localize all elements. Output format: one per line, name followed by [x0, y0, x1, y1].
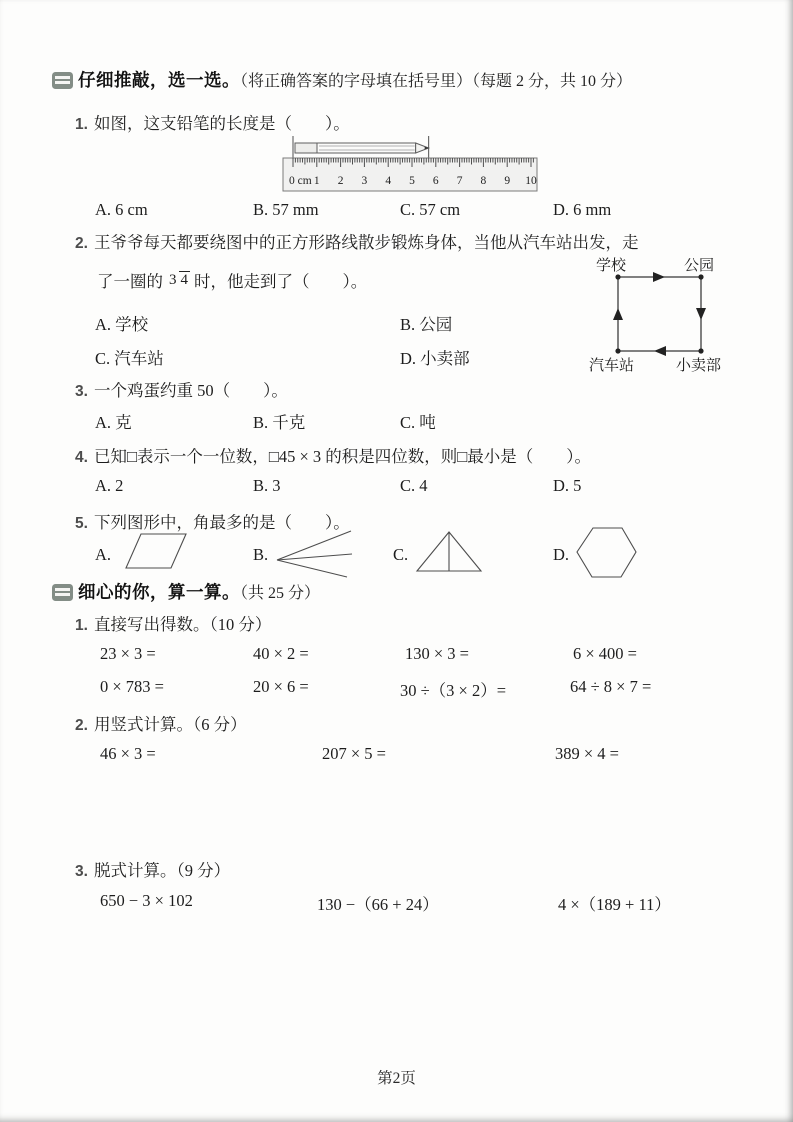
calc-item: 650 − 3 × 102	[100, 891, 193, 910]
question-2-text-pre: 了一圈的	[97, 272, 163, 291]
q5-label-d: D.	[553, 545, 570, 564]
svg-text:0 cm: 0 cm	[289, 175, 312, 187]
angle-rays-shape	[274, 527, 354, 579]
diagram-label-park: 公园	[684, 258, 715, 274]
svg-text:10: 10	[525, 175, 537, 187]
question-2-line1	[75, 229, 638, 253]
q3-option-a: A. 克	[95, 413, 132, 432]
q5-label-c: C.	[393, 545, 409, 564]
calc-1-text: 直接写出得数。（10 分）	[93, 615, 272, 634]
calc-item: 130 −（66 + 24）	[317, 895, 439, 914]
q5-label-b: B.	[253, 545, 269, 564]
q5-label-a: A.	[95, 545, 112, 564]
hexagon-shape	[576, 526, 638, 580]
q1-option-b: B. 57 mm	[253, 200, 319, 219]
calc-item: 46 × 3 =	[100, 744, 156, 763]
diagram-label-school: 学校	[596, 258, 627, 274]
calc-2-number: 2.	[75, 717, 88, 734]
question-2-number: 2.	[75, 235, 88, 252]
fraction-denominator: 4	[180, 271, 188, 288]
q4-option-c: C. 4	[400, 476, 428, 495]
calc-3-text: 脱式计算。（9 分）	[93, 861, 231, 880]
question-1	[75, 110, 350, 134]
svg-text:5: 5	[409, 175, 415, 187]
calc-3-title	[75, 857, 230, 881]
fraction-numerator: 3	[169, 271, 177, 288]
q2-option-b: B. 公园	[400, 315, 453, 334]
calc-item: 40 × 2 =	[253, 644, 309, 663]
question-1-text: 如图，这支铅笔的长度是（ ）。	[93, 114, 350, 133]
arrow-up-icon	[613, 308, 623, 320]
question-5-number: 5.	[75, 515, 88, 532]
parallelogram-shape	[126, 533, 192, 571]
calc-item: 20 × 6 =	[253, 677, 309, 696]
diagram-label-bus-station: 汽车站	[589, 358, 635, 374]
calc-item: 0 × 783 =	[100, 677, 164, 696]
section-2-note: （共 25 分）	[240, 585, 321, 602]
section-2-header	[52, 579, 320, 604]
q1-option-c: C. 57 cm	[400, 200, 461, 219]
svg-text:7: 7	[456, 175, 463, 187]
question-4-text: 已知□表示一个一位数，□45 × 3 的积是四位数，则□最小是（ ）。	[93, 447, 592, 466]
calc-item: 130 × 3 =	[405, 644, 469, 663]
q4-option-a: A. 2	[95, 476, 124, 495]
svg-text:6: 6	[432, 175, 439, 187]
arrow-left-icon	[654, 346, 666, 356]
calc-3-number: 3.	[75, 863, 88, 880]
q4-option-b: B. 3	[253, 476, 281, 495]
calc-1-title	[75, 611, 271, 635]
q3-option-c: C. 吨	[400, 413, 436, 432]
q2-option-a: A. 学校	[95, 315, 149, 334]
question-2-text-line1: 王爷爷每天都要绕图中的正方形路线散步锻炼身体，当他从汽车站出发，走	[93, 233, 639, 252]
svg-text:1: 1	[313, 175, 320, 187]
section-2-title: 细心的你，算一算。	[78, 582, 240, 602]
section-1-header	[52, 67, 632, 92]
notebook-icon	[52, 72, 73, 89]
question-3-number: 3.	[75, 383, 88, 400]
svg-text:8: 8	[480, 175, 487, 187]
calc-item: 389 × 4 =	[555, 744, 619, 763]
question-3	[75, 377, 288, 401]
fraction-three-fourths	[167, 273, 190, 288]
notebook-icon	[52, 584, 73, 601]
triangle-with-altitude-shape	[417, 530, 483, 574]
svg-text:4: 4	[385, 175, 392, 187]
calc-2-text: 用竖式计算。（6 分）	[93, 715, 247, 734]
section-1-note: （将正确答案的字母填在括号里）（每题 2 分，共 10 分）	[240, 73, 633, 90]
question-1-number: 1.	[75, 116, 88, 133]
question-4	[75, 443, 591, 467]
svg-text:9: 9	[504, 175, 511, 187]
square-route-diagram	[580, 250, 740, 365]
question-2-line2	[97, 268, 367, 292]
calc-item: 23 × 3 =	[100, 644, 156, 663]
q2-option-d: D. 小卖部	[400, 349, 470, 368]
q1-option-a: A. 6 cm	[95, 200, 148, 219]
q2-option-c: C. 汽车站	[95, 349, 164, 368]
calc-item: 207 × 5 =	[322, 744, 386, 763]
calc-item: 64 ÷ 8 × 7 =	[570, 677, 652, 696]
page-number: 第2页	[377, 1070, 416, 1087]
question-2-text-post: 时，他走到了（ ）。	[194, 272, 368, 291]
svg-text:2: 2	[337, 175, 344, 187]
pencil-ruler-figure	[282, 134, 544, 194]
question-3-text: 一个鸡蛋约重 50（ ）。	[93, 381, 288, 400]
q3-option-b: B. 千克	[253, 413, 306, 432]
arrow-right-icon	[653, 272, 665, 282]
calc-2-title	[75, 711, 247, 735]
question-4-number: 4.	[75, 449, 88, 466]
question-5-text: 下列图形中，角最多的是（ ）。	[93, 513, 350, 532]
section-1-title: 仔细推敲，选一选。	[78, 70, 240, 90]
calc-item: 4 ×（189 + 11）	[558, 895, 671, 914]
calc-1-number: 1.	[75, 617, 88, 634]
q4-option-d: D. 5	[553, 476, 582, 495]
calc-item: 30 ÷（3 × 2）=	[400, 681, 507, 700]
diagram-label-shop: 小卖部	[676, 358, 722, 374]
svg-text:3: 3	[361, 175, 368, 187]
calc-item: 6 × 400 =	[573, 644, 637, 663]
q1-option-d: D. 6 mm	[553, 200, 612, 219]
arrow-down-icon	[696, 308, 706, 320]
